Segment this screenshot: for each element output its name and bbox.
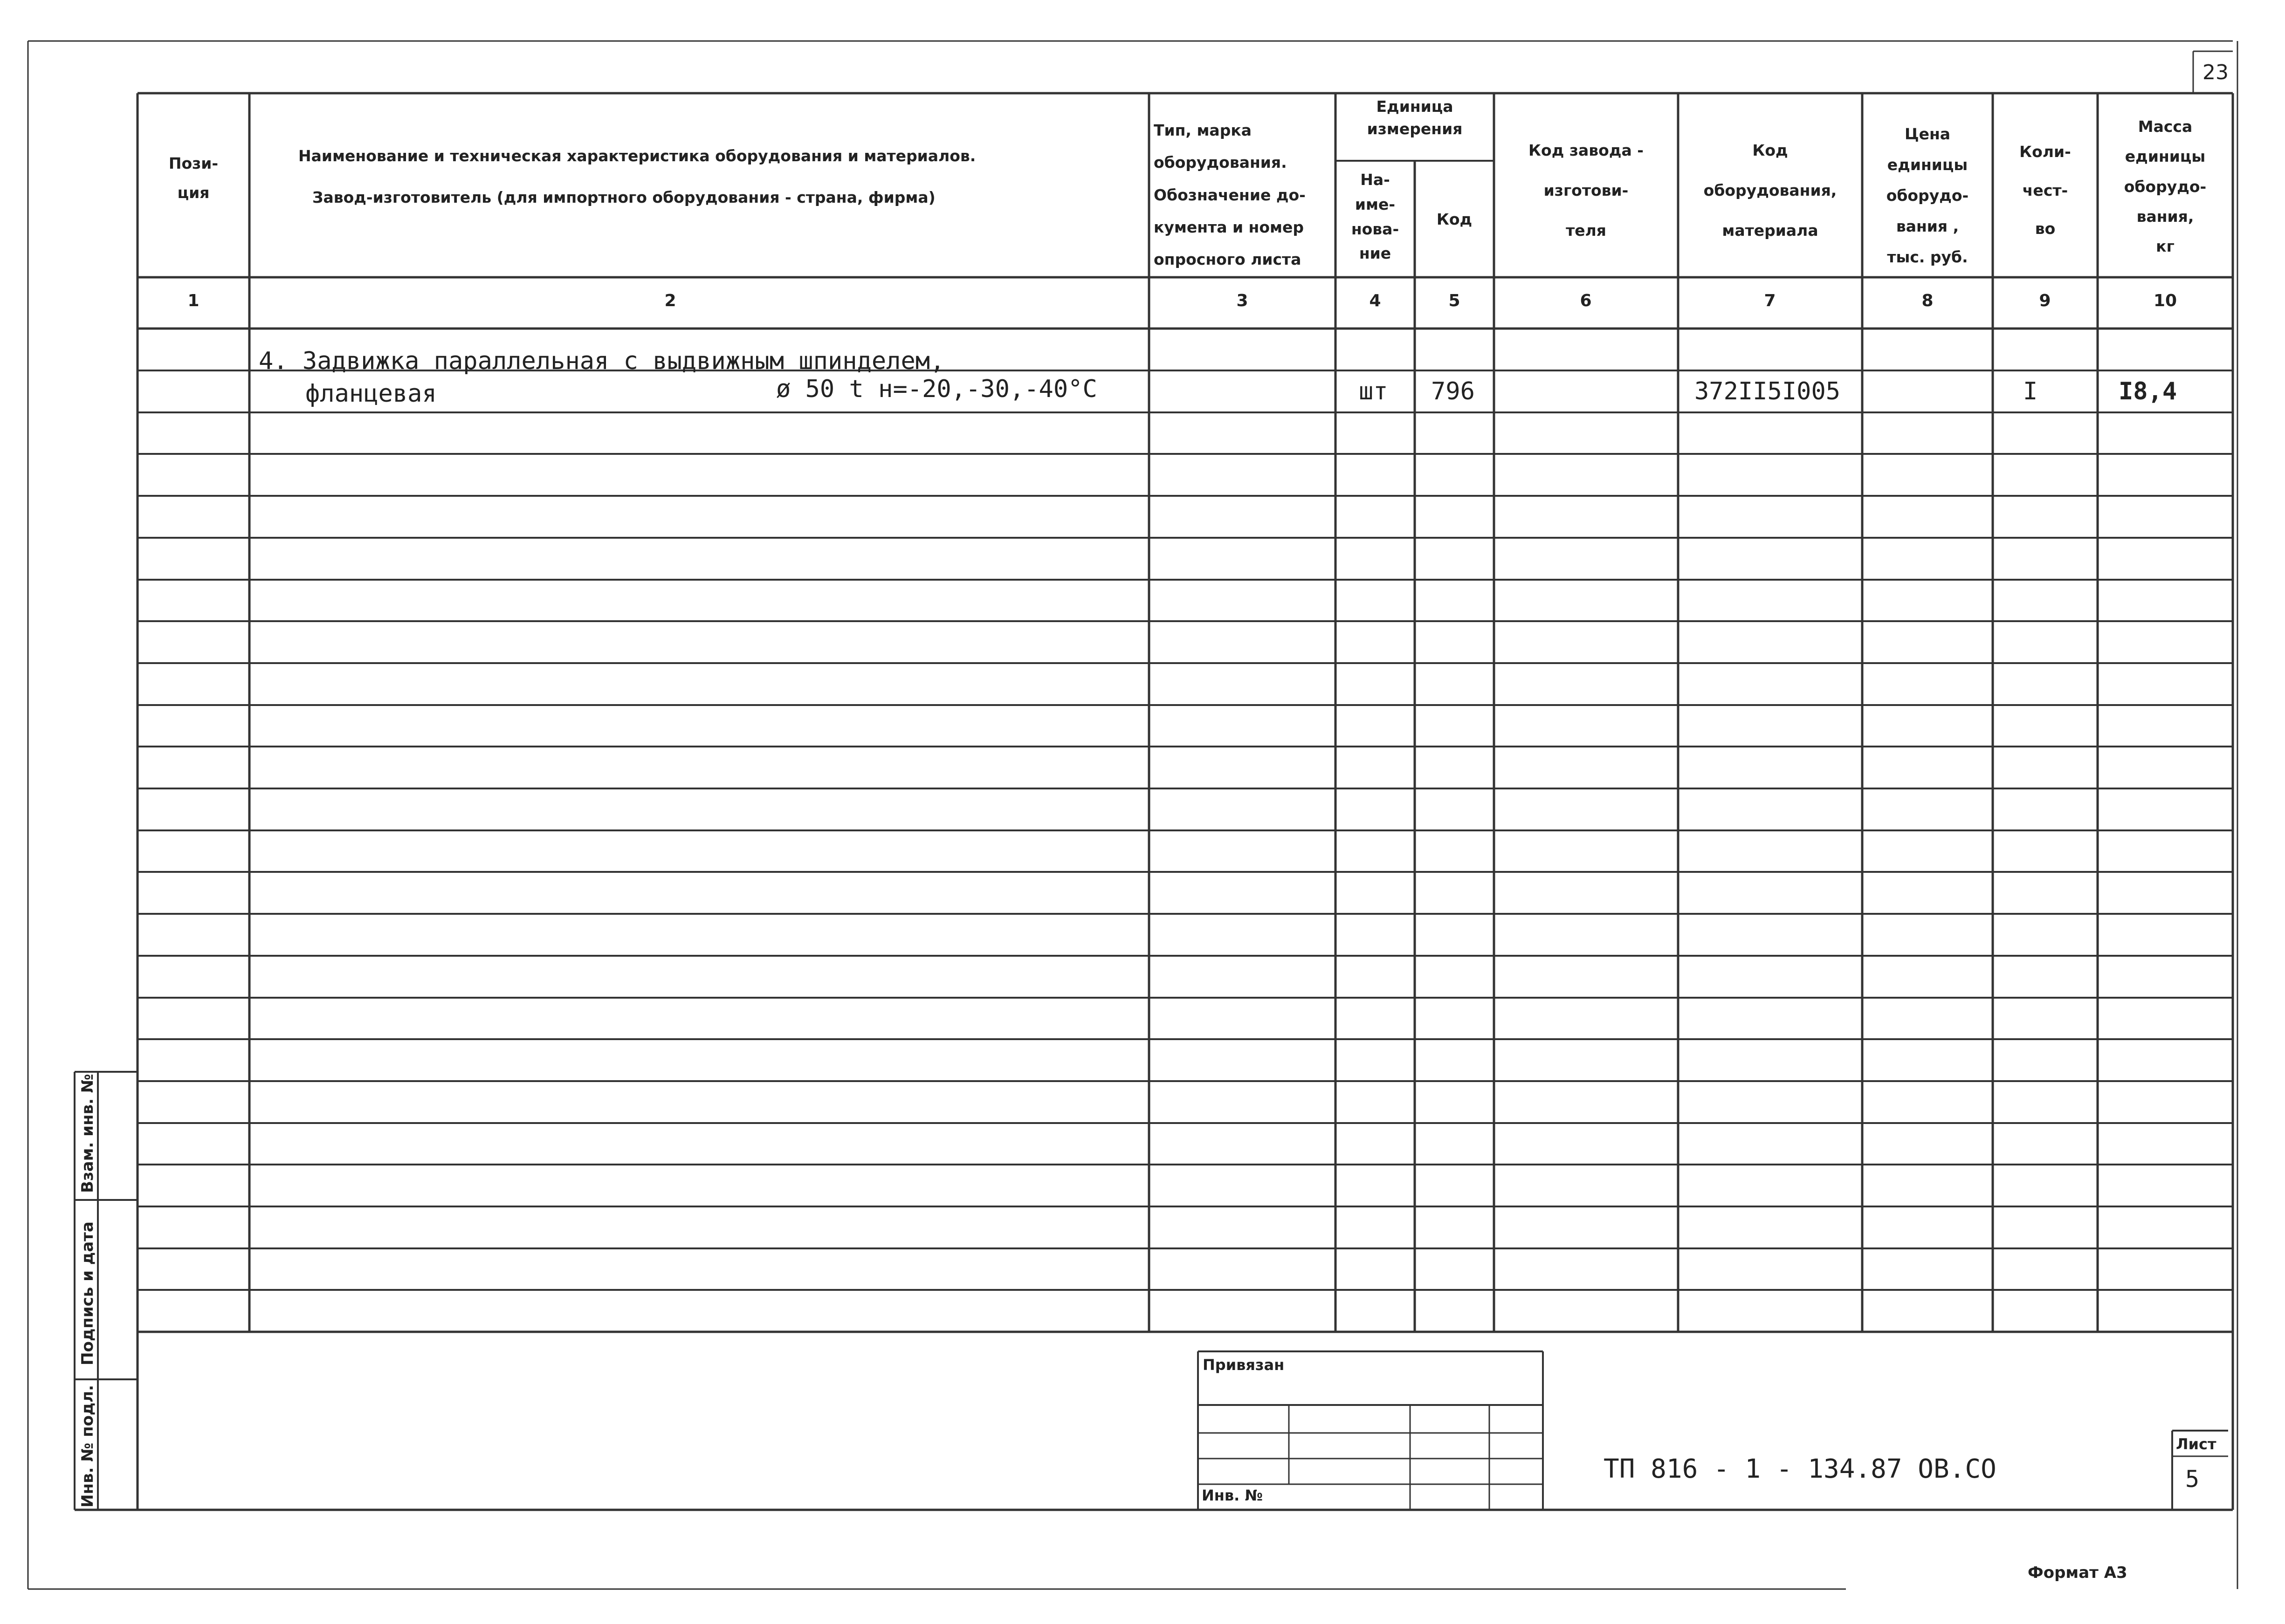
header-equipment-code-line1: Код [1752, 141, 1788, 159]
row-mass: I8,4 [2119, 377, 2177, 405]
sheet-number: 5 [2185, 1466, 2200, 1493]
header-type-line1: Тип, марка [1154, 121, 1252, 139]
header-name-line1: Наименование и техническая характеристика оборудования и материалов. [298, 147, 976, 165]
header-price-line4: вания , [1896, 217, 1959, 235]
column-number-4: 4 [1369, 291, 1381, 310]
header-mass-line2: единицы [2125, 147, 2206, 166]
column-number-2: 2 [664, 291, 676, 310]
column-number-1: 1 [187, 291, 200, 310]
sheet-label: Лист [2176, 1435, 2216, 1453]
header-unit-group-line1: Единица [1376, 97, 1453, 116]
header-mass-line3: оборудо- [2124, 177, 2207, 196]
header-name-line2: Завод-изготовитель (для импортного оборудования - страна, фирма) [312, 188, 936, 207]
page-number: 23 [2202, 61, 2229, 84]
row-material-code: 372II5I005 [1694, 377, 1841, 405]
header-factory-code-line2: изготови- [1543, 181, 1629, 199]
header-price-line1: Цена [1904, 125, 1951, 143]
stamp-podpis-data: Подпись и дата [78, 1221, 97, 1365]
column-number-10: 10 [2153, 291, 2177, 310]
header-quantity-line1: Коли- [2019, 143, 2071, 161]
inv-no-label: Инв. № [1202, 1487, 1263, 1504]
header-quantity-line3: во [2035, 219, 2056, 238]
header-unit-name-line1: На- [1360, 171, 1390, 189]
stamp-vzam-inv: Взам. инв. № [78, 1074, 97, 1193]
row-name-line2: фланцевая [305, 380, 437, 408]
document-code: ТП 816 - 1 - 134.87 ОВ.СО [1604, 1454, 1996, 1484]
header-equipment-code-line3: материала [1722, 221, 1818, 240]
header-unit-name-line3: нова- [1351, 219, 1399, 238]
header-mass-line4: вания, [2136, 207, 2194, 226]
column-number-5: 5 [1448, 291, 1460, 310]
row-name-line1: 4. Задвижка параллельная с выдвижным шпинделем, [259, 347, 945, 375]
privyazan-label: Привязан [1203, 1356, 1285, 1374]
header-type-line4: кумента и номер [1154, 218, 1304, 236]
row-spec: ø 50 t н=-20,-30,-40°С [776, 375, 1097, 403]
row-unit: шт [1359, 377, 1388, 405]
header-unit-name-line2: име- [1355, 195, 1396, 213]
header-unit-name-line4: ние [1359, 244, 1391, 263]
header-position-line1: Пози- [168, 154, 219, 172]
header-equipment-code-line2: оборудования, [1703, 181, 1837, 199]
header-type-line5: опросного листа [1154, 250, 1301, 269]
row-quantity: I [2023, 377, 2038, 405]
header-mass-line1: Масса [2138, 117, 2193, 136]
header-type-line2: оборудования. [1154, 153, 1287, 172]
format-label: Формат А3 [2028, 1563, 2127, 1582]
header-position-line2: ция [177, 183, 210, 202]
header-type-line3: Обозначение до- [1154, 185, 1306, 204]
header-unit-code: Код [1436, 210, 1473, 228]
stamp-inv-podl: Инв. № подл. [78, 1384, 97, 1508]
row-unit-code: 796 [1431, 377, 1475, 405]
column-number-7: 7 [1764, 291, 1776, 310]
header-price-line3: оборудо- [1886, 186, 1969, 205]
column-number-8: 8 [1921, 291, 1934, 310]
header-quantity-line2: чест- [2022, 181, 2068, 199]
header-factory-code-line1: Код завода - [1528, 141, 1644, 159]
header-factory-code-line3: теля [1566, 221, 1606, 240]
header-mass-line5: кг [2156, 237, 2175, 256]
column-number-9: 9 [2039, 291, 2051, 310]
column-number-3: 3 [1236, 291, 1248, 310]
column-number-6: 6 [1580, 291, 1592, 310]
header-price-line2: единицы [1887, 156, 1968, 174]
header-price-line5: тыс. руб. [1887, 248, 1968, 266]
header-unit-group-line2: измерения [1367, 119, 1463, 138]
